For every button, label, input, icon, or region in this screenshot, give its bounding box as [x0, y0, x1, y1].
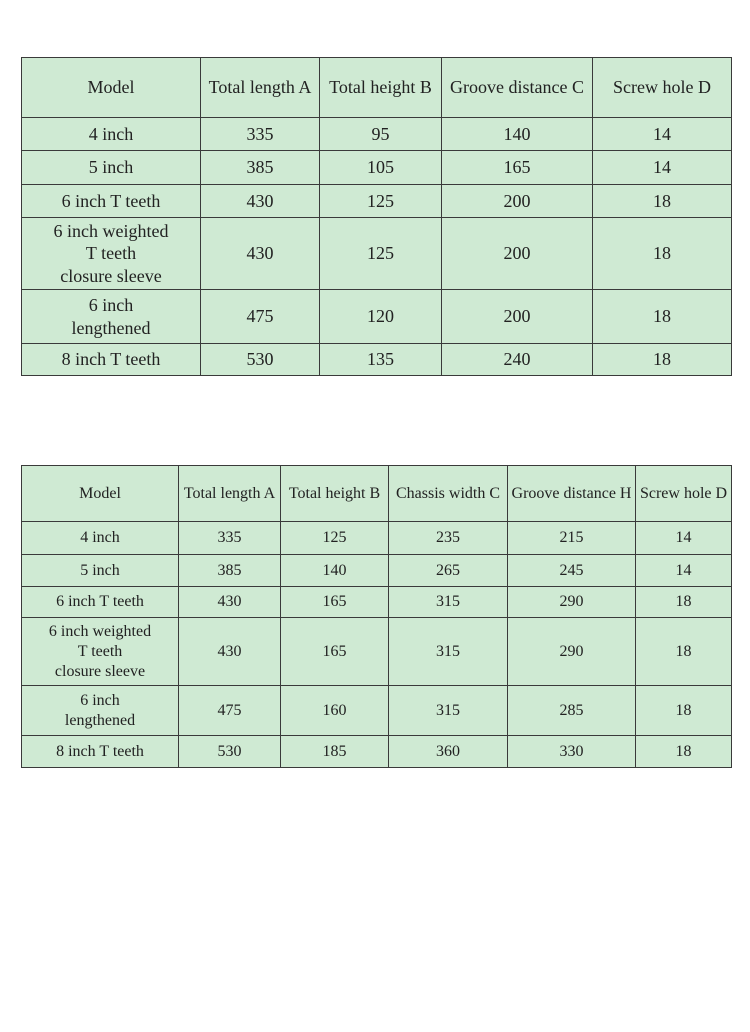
table-header-row	[22, 466, 732, 522]
total-height-cell: 135	[320, 344, 442, 376]
groove-distance-cell: 200	[442, 185, 593, 218]
groove-distance-cell: 245	[508, 555, 636, 587]
total-height-cell: 165	[281, 618, 389, 686]
header-total-length-a: Total length A	[201, 58, 320, 118]
total-height-cell: 120	[320, 290, 442, 344]
total-length-cell: 530	[179, 736, 281, 768]
total-length-cell: 430	[179, 618, 281, 686]
groove-distance-cell: 290	[508, 618, 636, 686]
table-row	[22, 736, 732, 768]
screw-hole-cell: 14	[593, 151, 732, 185]
total-height-cell: 125	[281, 522, 389, 555]
chassis-width-cell: 235	[389, 522, 508, 555]
spec-table-2	[21, 465, 732, 768]
table-row	[22, 587, 732, 618]
total-height-cell: 95	[320, 118, 442, 151]
chassis-width-cell: 315	[389, 587, 508, 618]
model-cell: 6 inch weighted T teeth closure sleeve	[22, 218, 201, 290]
model-cell: 6 inch lengthened	[22, 686, 179, 736]
header-total-height-b: Total height B	[320, 58, 442, 118]
total-length-cell: 475	[179, 686, 281, 736]
table-row	[22, 618, 732, 686]
table-row	[22, 218, 732, 290]
total-height-cell: 185	[281, 736, 389, 768]
spec-table-1	[21, 57, 732, 376]
groove-distance-cell: 240	[442, 344, 593, 376]
total-length-cell: 430	[201, 218, 320, 290]
chassis-width-cell: 360	[389, 736, 508, 768]
header-screw-hole-d: Screw hole D	[593, 58, 732, 118]
model-cell: 6 inch T teeth	[22, 185, 201, 218]
table-row	[22, 151, 732, 185]
model-cell: 5 inch	[22, 151, 201, 185]
screw-hole-cell: 18	[636, 618, 732, 686]
header-model: Model	[22, 466, 179, 522]
header-total-height-b: Total height B	[281, 466, 389, 522]
screw-hole-cell: 18	[593, 185, 732, 218]
model-cell: 8 inch T teeth	[22, 736, 179, 768]
screw-hole-cell: 18	[636, 686, 732, 736]
header-groove-distance-h: Groove distance H	[508, 466, 636, 522]
total-length-cell: 385	[201, 151, 320, 185]
table-row	[22, 555, 732, 587]
total-height-cell: 125	[320, 185, 442, 218]
groove-distance-cell: 285	[508, 686, 636, 736]
total-height-cell: 105	[320, 151, 442, 185]
model-cell: 6 inch weighted T teeth closure sleeve	[22, 618, 179, 686]
total-height-cell: 160	[281, 686, 389, 736]
groove-distance-cell: 200	[442, 218, 593, 290]
screw-hole-cell: 14	[636, 555, 732, 587]
total-length-cell: 430	[179, 587, 281, 618]
model-cell: 6 inch lengthened	[22, 290, 201, 344]
model-cell: 4 inch	[22, 522, 179, 555]
model-cell: 6 inch T teeth	[22, 587, 179, 618]
total-length-cell: 335	[179, 522, 281, 555]
screw-hole-cell: 18	[593, 344, 732, 376]
groove-distance-cell: 290	[508, 587, 636, 618]
table-row	[22, 522, 732, 555]
table-row	[22, 185, 732, 218]
total-height-cell: 165	[281, 587, 389, 618]
model-cell: 4 inch	[22, 118, 201, 151]
chassis-width-cell: 265	[389, 555, 508, 587]
model-cell: 5 inch	[22, 555, 179, 587]
screw-hole-cell: 14	[636, 522, 732, 555]
header-model: Model	[22, 58, 201, 118]
total-length-cell: 335	[201, 118, 320, 151]
header-total-length-a: Total length A	[179, 466, 281, 522]
screw-hole-cell: 18	[636, 587, 732, 618]
total-length-cell: 385	[179, 555, 281, 587]
table-row	[22, 118, 732, 151]
total-height-cell: 125	[320, 218, 442, 290]
chassis-width-cell: 315	[389, 618, 508, 686]
table-header-row	[22, 58, 732, 118]
model-cell: 8 inch T teeth	[22, 344, 201, 376]
table-row	[22, 290, 732, 344]
total-length-cell: 430	[201, 185, 320, 218]
groove-distance-cell: 165	[442, 151, 593, 185]
screw-hole-cell: 18	[593, 290, 732, 344]
screw-hole-cell: 18	[636, 736, 732, 768]
total-length-cell: 475	[201, 290, 320, 344]
table-row	[22, 686, 732, 736]
screw-hole-cell: 18	[593, 218, 732, 290]
header-chassis-width-c: Chassis width C	[389, 466, 508, 522]
groove-distance-cell: 140	[442, 118, 593, 151]
total-length-cell: 530	[201, 344, 320, 376]
header-groove-distance-c: Groove distance C	[442, 58, 593, 118]
total-height-cell: 140	[281, 555, 389, 587]
chassis-width-cell: 315	[389, 686, 508, 736]
screw-hole-cell: 14	[593, 118, 732, 151]
table-row	[22, 344, 732, 376]
header-screw-hole-d: Screw hole D	[636, 466, 732, 522]
groove-distance-cell: 200	[442, 290, 593, 344]
groove-distance-cell: 215	[508, 522, 636, 555]
groove-distance-cell: 330	[508, 736, 636, 768]
